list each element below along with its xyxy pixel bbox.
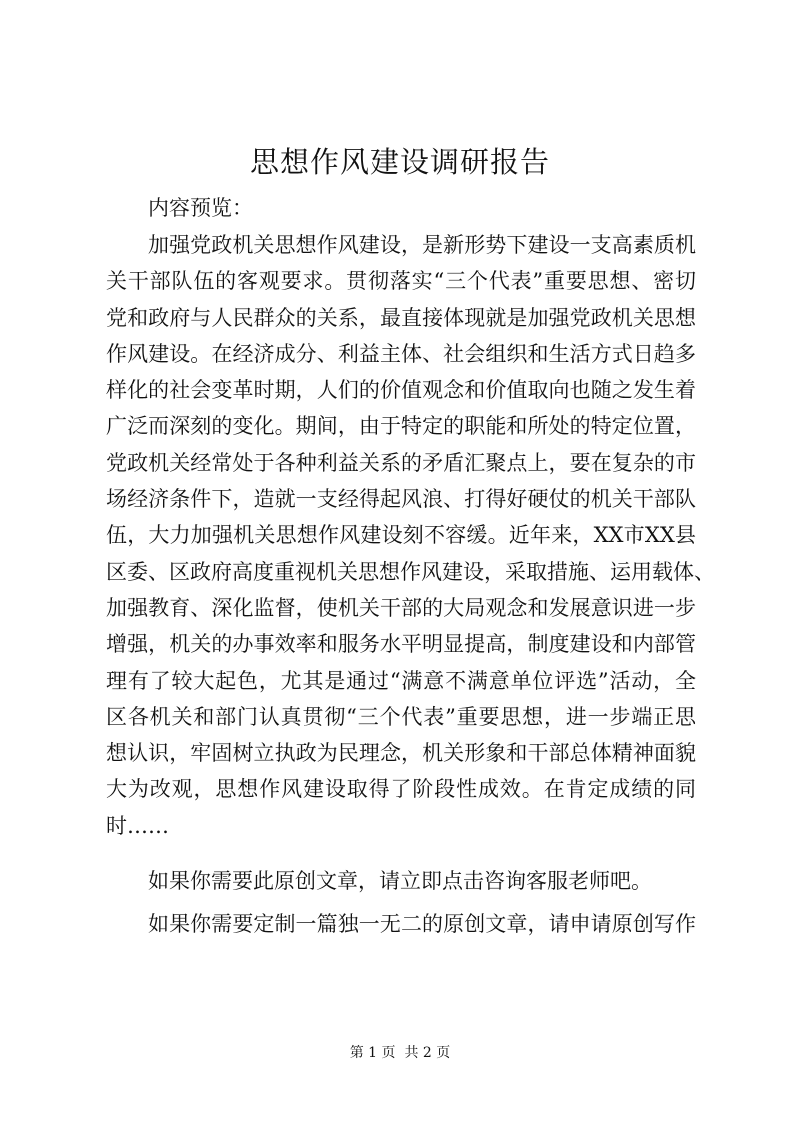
main-paragraph (106, 227, 715, 844)
paragraph-line: 大为改观，思想作风建设取得了阶段性成效。在肯定成绩的同 (106, 777, 696, 802)
paragraph-line: 伍，大力加强机关思想作风建设刻不容缓。近年来，XX市XX县 (106, 523, 696, 548)
document-title: 思想作风建设调研报告 (249, 145, 550, 179)
consult-text: 如果你需要此原创文章，请立即点击咨询客服老师吧。 (148, 869, 652, 893)
page-number-footer: 第 1 页 共 2 页 (349, 1045, 451, 1061)
paragraph-line: 党和政府与人民群众的关系，最直接体现就是加强党政机关思想 (106, 305, 696, 330)
paragraph-line: 区各机关和部门认真贯彻“三个代表”重要思想，进一步端正思 (106, 704, 696, 729)
paragraph-line: 增强，机关的办事效率和服务水平明显提高，制度建设和内部管 (106, 632, 696, 657)
paragraph-line: 党政机关经常处于各种利益关系的矛盾汇聚点上，要在复杂的市 (106, 450, 696, 475)
paragraph-line: 想认识，牢固树立执政为民理念，机关形象和干部总体精神面貌 (106, 741, 696, 766)
paragraph-line: 时…… (106, 813, 169, 838)
paragraph-line: 场经济条件下，造就一支经得起风浪、打得好硬仗的机关干部队 (106, 487, 696, 512)
intro-label: 内容预览： (148, 196, 253, 220)
consult-paragraph (106, 863, 696, 899)
paragraph-line: 加强教育、深化监督，使机关干部的大局观念和发展意识进一步 (106, 595, 696, 620)
paragraph-line: 加强党政机关思想作风建设，是新形势下建设一支高素质机 (148, 233, 696, 257)
paragraph-line: 区委、区政府高度重视机关思想作风建设，采取措施、运用载体、 (106, 559, 715, 584)
paragraph-line: 作风建设。在经济成分、利益主体、社会组织和生活方式日趋多 (106, 341, 696, 366)
paragraph-line: 理有了较大起色，尤其是通过“满意不满意单位评选”活动，全 (106, 668, 696, 693)
paragraph-line: 样化的社会变革时期，人们的价值观念和价值取向也随之发生着 (106, 378, 696, 403)
custom-writing-text: 如果你需要定制一篇独一无二的原创文章，请申请原创写作 (148, 912, 696, 936)
paragraph-line: 关干部队伍的客观要求。贯彻落实“三个代表”重要思想、密切 (106, 269, 696, 294)
custom-writing-paragraph (106, 906, 696, 942)
paragraph-line: 广泛而深刻的变化。期间，由于特定的职能和所处的特定位置， (106, 414, 696, 439)
